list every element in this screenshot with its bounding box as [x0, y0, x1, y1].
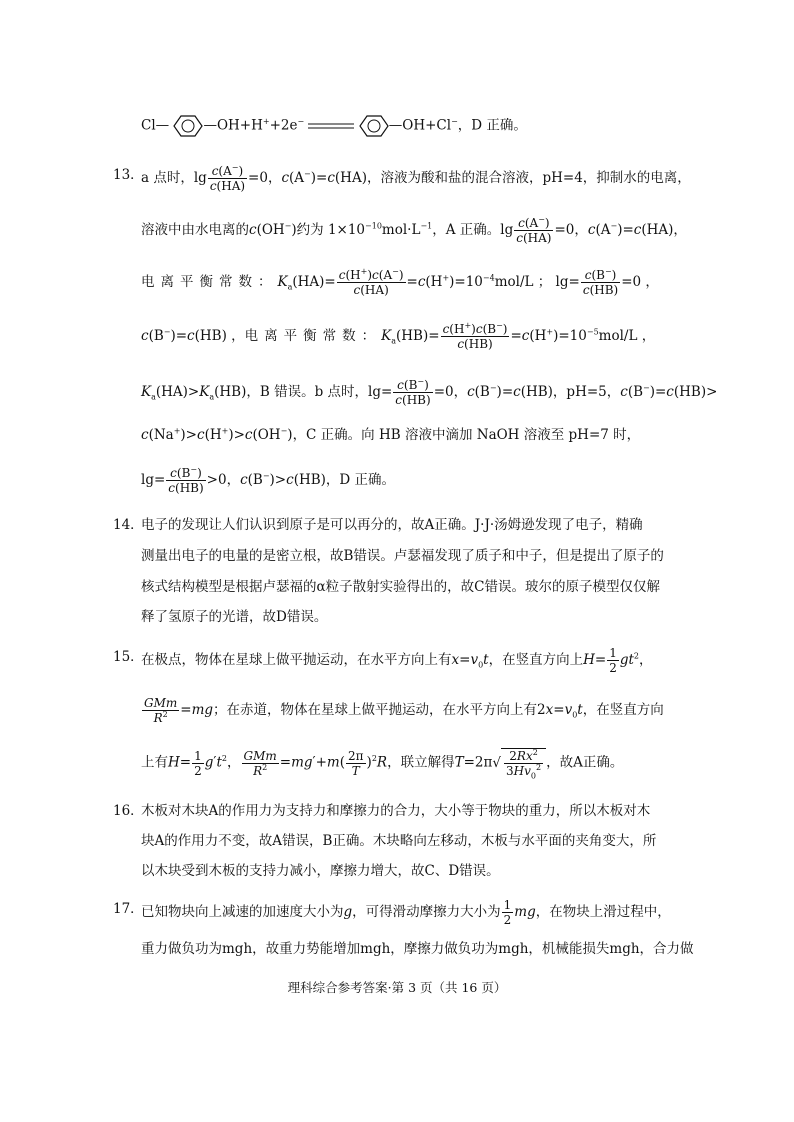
item-13-line-3: 电离平衡常数：$K_a(HA)=$ $\frac{c(H^+)c(A^-)}{c(HA)}$ $=c(H^+)=10^{-4}mol/L$ ； lg= $\frac{c(B^-)}{c(HB)}$ =0 ，: [141, 267, 659, 297]
item-15-line-3: 上有H= $\frac{1}{2}$ $g't^2$， $\frac{\text{GMm}}{R^2}$ =mg′+m( $\frac{2\pi}{T}$ )$^2$R，联立解得T=2π√ $\frac{2Rx^2}{3Hv_0^2}$ ，故A正确。: [141, 748, 624, 781]
item-16-line-3: 以木块受到木板的支持力减小，摩擦力增大，故C、D错误。: [141, 863, 500, 879]
item-13-line-6: c(Na+)>c(H+)>c(OH−)，C 正确。向 HB 溶液中滴加 NaOH 溶液至 pH=7 时，: [141, 426, 641, 443]
item-15-line-2: $\frac{\text{GMm}}{R^2}$ =mg；在赤道，物体在星球上做平抛运动，在水平方向上有$2x=v_0t$，在竖直方向: [144, 696, 664, 725]
item-13-number: 13．: [113, 167, 144, 183]
item-13-line-1: a 点时，lg $\frac{c(A^-)}{c(HA)}$ =0，c(A−)=c(HA)，溶液为酸和盐的混合溶液，pH=4，抑制水的电离，: [141, 163, 691, 193]
item-15-line-1: 在极点，物体在星球上做平抛运动，在水平方向上有$x=v_0t$，在竖直方向上H= $\frac{1}{2}$ $gt^2$，: [141, 646, 653, 675]
benzene-ring-left: [173, 114, 203, 138]
item-17-line-2: 重力做负功为mgh，故重力势能增加mgh，摩擦力做负功为mgh，机械能损失mgh，合力做: [141, 941, 694, 957]
item-13-line-2: 溶液中由水电离的c(OH−)约为 $1\times 10^{-10}mol\cdot L^{-1}$，A 正确。lg $\frac{c(A^-)}{c(HA)}$ =0，c(A−)=c(HA)，: [141, 215, 687, 245]
item-15-number: 15．: [113, 649, 144, 665]
item-16-number: 16．: [113, 803, 144, 819]
item-14-line-2: 测量出电子的电量的是密立根，故B错误。卢瑟福发现了质子和中子，但是提出了原子的: [141, 548, 664, 564]
item-17-number: 17．: [113, 901, 144, 917]
item-14-line-1: 电子的发现让人们认识到原子是可以再分的，故A正确。J·J·汤姆逊发现了电子，精确: [141, 517, 643, 533]
item-14-line-4: 释了氢原子的光谱，故D错误。: [141, 609, 328, 625]
item-16-line-1: 木板对木块A的作用力为支持力和摩擦力的合力，大小等于物块的重力，所以木板对木: [141, 803, 651, 819]
equals-arrow: [308, 121, 354, 131]
item-17-line-1: 已知物块向上减速的加速度大小为g，可得滑动摩擦力大小为 $\frac{1}{2}$ mg，在物块上滑过程中，: [141, 898, 671, 927]
item-13-line-7: lg= $\frac{c(B^-)}{c(HB)}$ >0，c(B−)>c(HB)，D 正确。: [141, 465, 396, 495]
reaction-line: Cl— —OH+H++2e− —OH+Cl−，D 正确。: [141, 114, 527, 138]
item-16-line-2: 块A的作用力不变，故A错误，B正确。木块略向左移动，木板与水平面的夹角变大，所: [141, 833, 657, 849]
page-footer: 理科综合参考答案·第 3 页（共 16 页）: [287, 980, 507, 995]
benzene-ring-right: [359, 114, 389, 138]
item-13-line-4: c(B−)=c(HB) ，电离平衡常数：$K_a(HB)=$ $\frac{c(H^+)c(B^-)}{c(HB)}$ $=c(H^+)=10^{-5}mol/L$ ，: [141, 321, 656, 351]
item-13-line-5: $K_a(HA)>K_a(HB)$，B 错误。b 点时，lg= $\frac{c(B^-)}{c(HB)}$ =0，c(B−)=c(HB)，pH=5，c(B−)=c(HB)>: [141, 377, 718, 407]
item-14-number: 14．: [113, 517, 144, 533]
item-14-line-3: 核式结构模型是根据卢瑟福的α粒子散射实验得出的，故C错误。玻尔的原子模型仅仅解: [141, 579, 660, 595]
